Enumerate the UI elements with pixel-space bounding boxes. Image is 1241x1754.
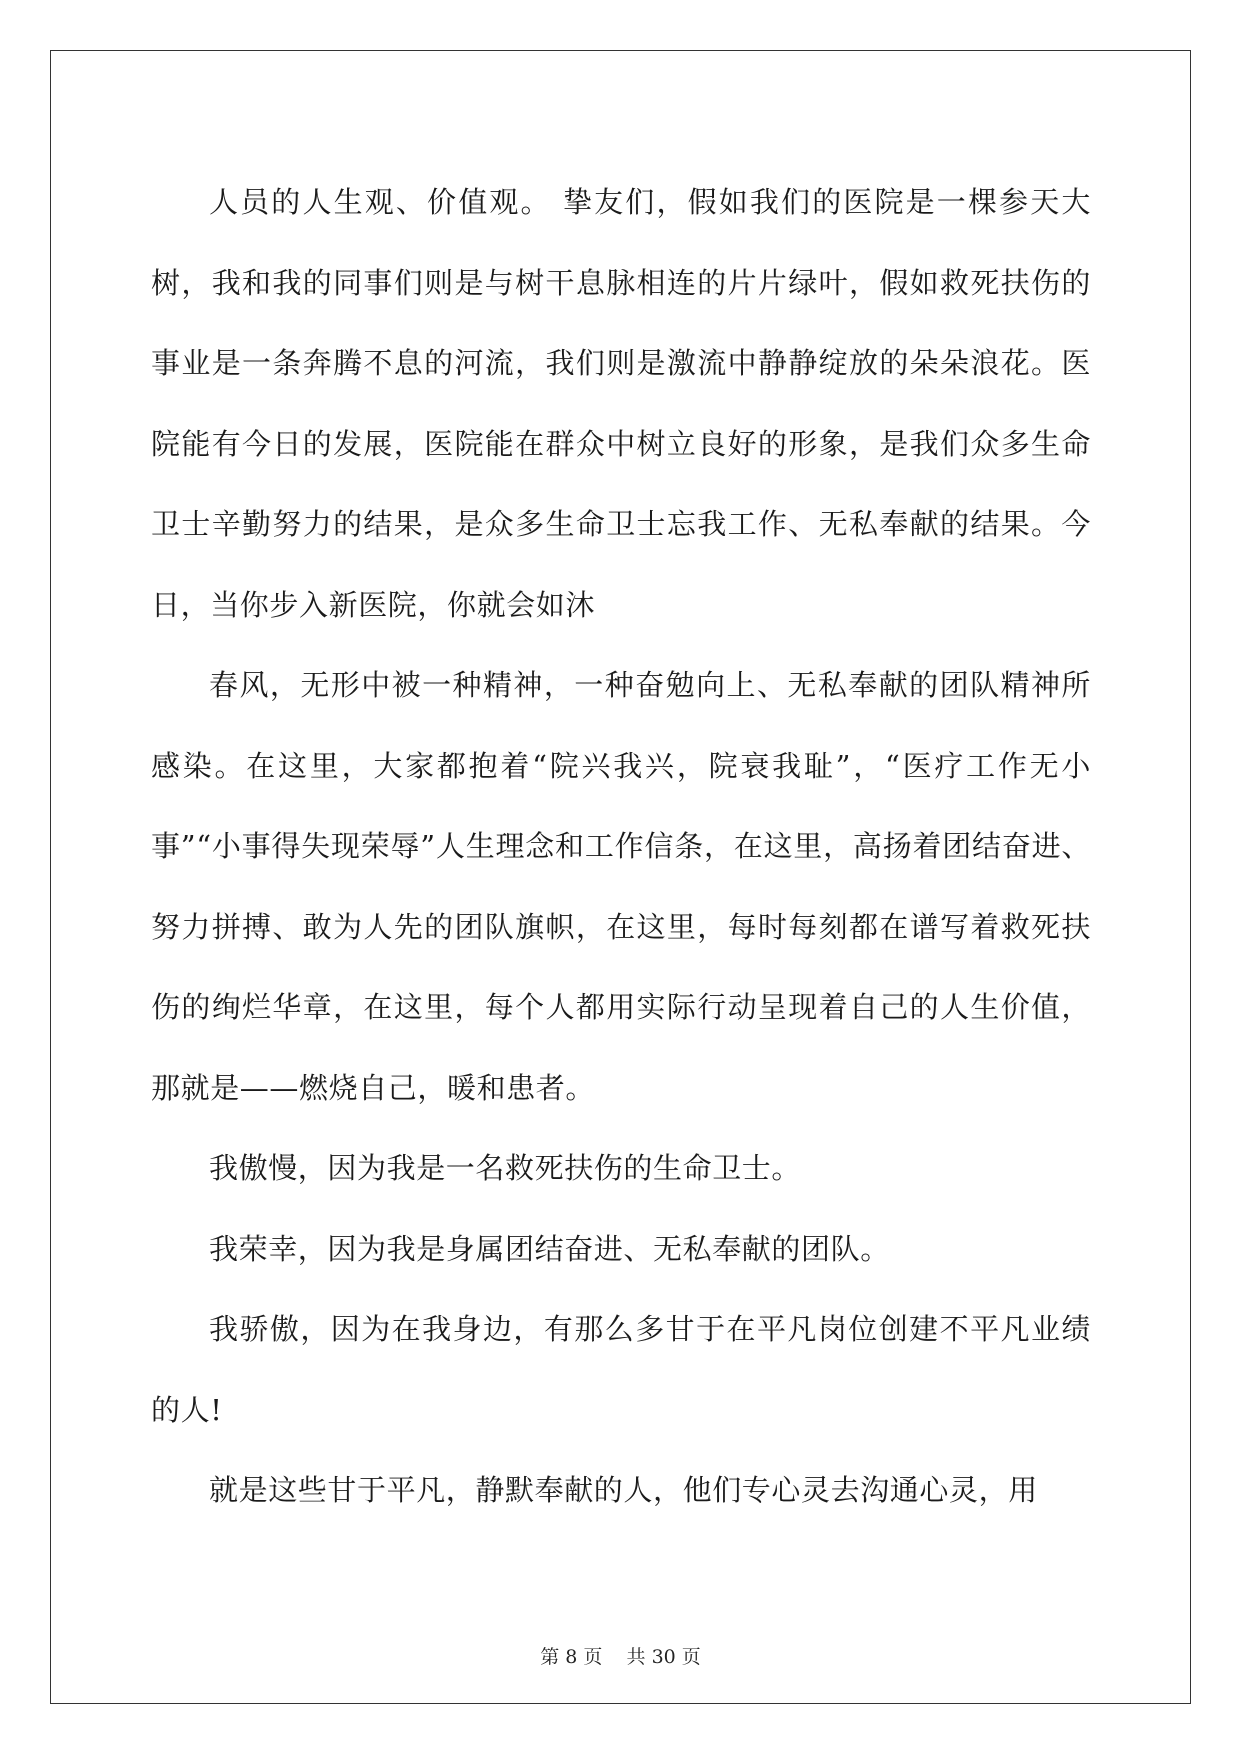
paragraph: 我荣幸，因为我是身属团结奋进、无私奉献的团队。 <box>209 1231 890 1266</box>
paragraph: 就是这些甘于平凡，静默奉献的人，他们专心灵去沟通心灵，用 <box>209 1473 1038 1507</box>
page-number-footer: 第 8 页 共 30 页 <box>540 1646 701 1668</box>
document-body <box>151 162 1091 1531</box>
paragraph: 我骄傲，因为在我身边，有那么多甘于在平凡岗位创建不平凡业绩的人! <box>151 1312 1091 1427</box>
paragraph: 春风，无形中被一种精神，一种奋勉向上、无私奉献的团队精神所感染。在这里，大家都抱着“院兴我兴，院衰我耻”，“医疗工作无小事”“小事得失现荣辱”人生理念和工作信条，在这里，高扬着团结奋进、努力拼搏、敢为人先的团队旗帜，在这里，每时每刻都在谱写着救死扶伤的绚烂华章，在这里，每个人都用实际行动呈现着自己的人生价值，那就是——燃烧自己，暖和患者。 <box>151 668 1091 1105</box>
paragraph: 我傲慢，因为我是一名救死扶伤的生命卫士。 <box>209 1151 802 1185</box>
paragraph: 人员的人生观、价值观。 挚友们，假如我们的医院是一棵参天大树，我和我的同事们则是与树干息脉相连的片片绿叶，假如救死扶伤的事业是一条奔腾不息的河流，我们则是激流中静静绽放的朵朵浪花。医院能有今日的发展，医院能在群众中树立良好的形象，是我们众多生命卫士辛勤努力的结果，是众多生命卫士忘我工作、无私奉献的结果。今日，当你步入新医院，你就会如沐 <box>151 185 1091 622</box>
